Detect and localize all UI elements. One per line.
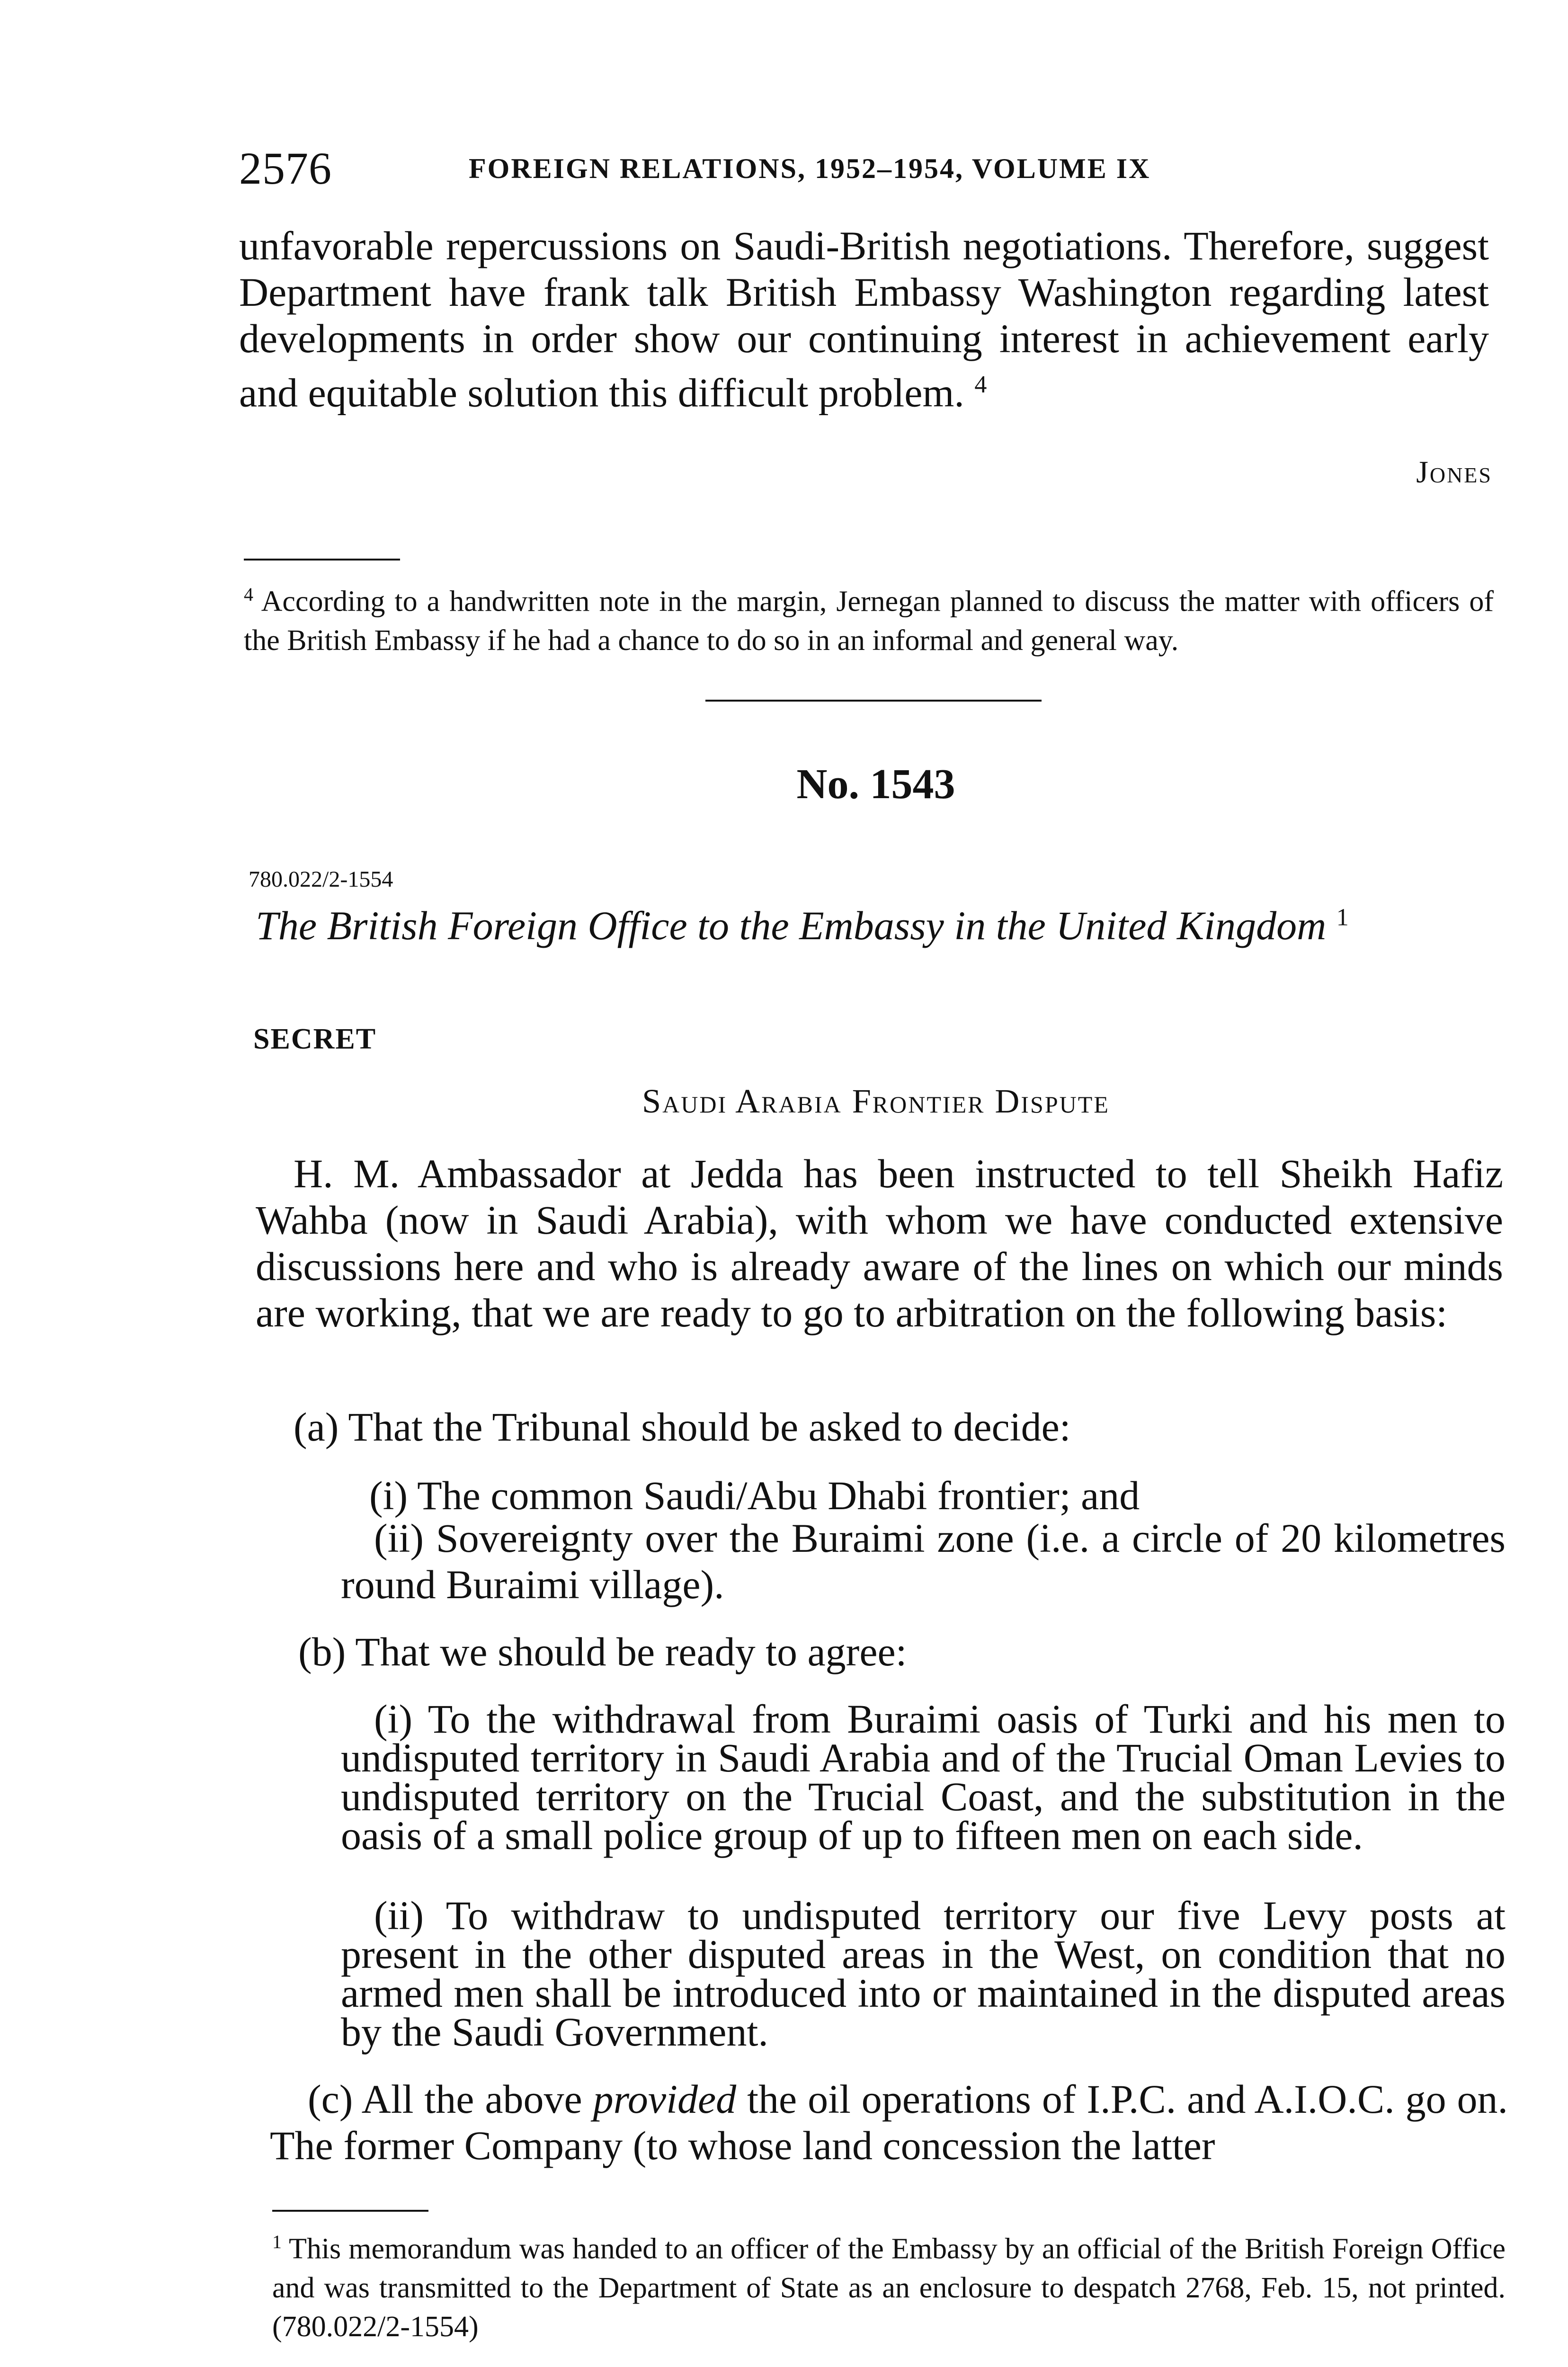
item-b-ii: (ii) To withdraw to undisputed territory our five Levy posts at present in the other disputed areas in the West, on condition that no armed men shall be introduced into or maintained in the disputed areas by the Saudi Government. [341, 1893, 1506, 2055]
footnote-4-text: According to a handwritten note in the margin, Jernegan planned to discuss the matter with officers of the British Embassy if he had a chance to do so in an informal and general way. [244, 585, 1494, 657]
running-title: FOREIGN RELATIONS, 1952–1954, VOLUME IX [469, 153, 1151, 184]
document-title [256, 902, 1487, 949]
page-number: 2576 [239, 143, 332, 194]
item-a: (a) That the Tribunal should be asked to decide: [294, 1404, 1071, 1450]
intro-paragraph: H. M. Ambassador at Jedda has been instructed to tell Sheikh Hafiz Wahba (now in Saudi Arabia), with whom we have conducted extensive discussions here and who is already aware of the lines on which our minds are working, that we are ready to go to arbitration on the following basis: [256, 1151, 1503, 1335]
document-number: No. 1543 [796, 761, 955, 808]
footnote-1 [272, 2223, 1506, 2346]
footnote-rule [244, 559, 400, 561]
document-title-text: The British Foreign Office to the Embassy in the United Kingdom [256, 903, 1327, 948]
footnote-4 [244, 575, 1494, 660]
item-a-ii: (ii) Sovereignty over the Buraimi zone (i.e. a circle of 20 kilometres round Buraimi village). [341, 1515, 1506, 1607]
item-c [270, 2076, 1508, 2169]
footnote-1-marker: 1 [272, 2231, 282, 2252]
continuation-paragraph [239, 222, 1489, 416]
item-c-start: (c) All the above [308, 2076, 582, 2122]
classification-label: SECRET [253, 1023, 377, 1055]
footnote-ref-4: 4 [974, 371, 987, 398]
signature: Jones [1416, 455, 1492, 489]
footnote-rule-bottom [272, 2210, 428, 2212]
file-reference: 780.022/2-1554 [249, 867, 393, 892]
item-b-i: (i) To the withdrawal from Buraimi oasis of Turki and his men to undisputed territory in Saudi Arabia and of the Trucial Oman Levies to undisputed territory on the Trucial Coast, and the substitution in the oasis of a small police group of up to fifteen men on each side. [341, 1696, 1506, 1858]
item-a-i: (i) The common Saudi/Abu Dhabi frontier; and [369, 1473, 1140, 1518]
footnote-4-marker: 4 [244, 584, 253, 605]
footnote-1-text: This memorandum was handed to an officer of the Embassy by an official of the British Foreign Office and was transmitted to the Department of State as an enclosure to despatch 2768, Feb. 15, not printed. (780.022/2-1554) [272, 2233, 1506, 2343]
item-c-emphasis: provided [593, 2076, 737, 2122]
subject-heading: Saudi Arabia Frontier Dispute [642, 1082, 1110, 1120]
item-c-rest: the oil operations of I.P.C. and A.I.O.C. go on. The former Company (to whose land concession the latter [270, 2076, 1508, 2168]
section-separator [705, 700, 1042, 702]
item-b: (b) That we should be ready to agree: [298, 1629, 907, 1674]
footnote-ref-1: 1 [1336, 904, 1349, 931]
continuation-text: unfavorable repercussions on Saudi-British negotiations. Therefore, suggest Department have frank talk British Embassy Washington regarding latest developments in order show our continuing interest in achievement early and equitable solution this difficult problem. [239, 223, 1489, 416]
